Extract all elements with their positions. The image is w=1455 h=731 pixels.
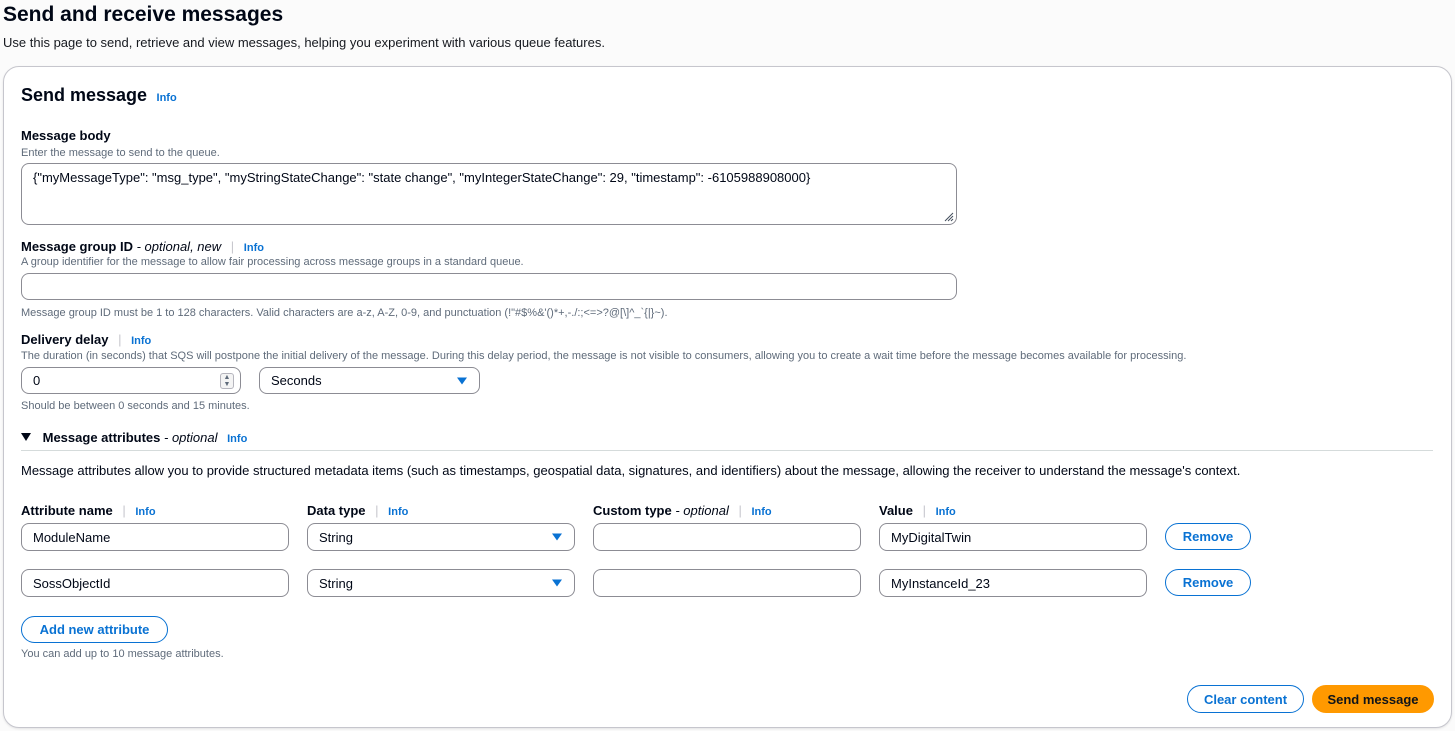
- resize-handle-icon[interactable]: [942, 210, 954, 222]
- column-header-suffix: - optional: [675, 503, 729, 518]
- message-body-label: Message body: [21, 128, 111, 143]
- remove-attribute-button[interactable]: Remove: [1165, 523, 1251, 550]
- separator: |: [375, 503, 379, 518]
- caret-down-icon: [457, 377, 467, 384]
- attribute-value: MyInstanceId_23: [891, 575, 991, 591]
- separator: |: [738, 503, 742, 518]
- delivery-delay-label: Delivery delay: [21, 332, 109, 347]
- attributes-label: Message attributes: [42, 430, 161, 445]
- send-message-container: [3, 66, 1452, 728]
- attributes-description: Message attributes allow you to provide structured metadata items (such as timestamps, geospatial data, signatures, and identifiers) about the message, allowing the receiver to understand the message's context.: [21, 463, 1241, 478]
- group-id-label: Message group ID: [21, 239, 133, 254]
- caret-down-icon: [552, 534, 562, 541]
- separator: |: [922, 503, 926, 518]
- attribute-name-value: ModuleName: [33, 529, 111, 545]
- clear-content-button[interactable]: Clear content: [1187, 685, 1304, 713]
- delivery-delay-input[interactable]: [21, 367, 241, 394]
- custom-type-info-link[interactable]: Info: [751, 506, 772, 518]
- attribute-value-input[interactable]: [879, 569, 1147, 597]
- delivery-delay-info-link[interactable]: Info: [131, 335, 152, 347]
- caret-down-icon: [552, 580, 562, 587]
- group-id-description: A group identifier for the message to allow fair processing across message groups in a standard queue.: [21, 256, 524, 268]
- send-message-heading: Send message: [21, 85, 148, 105]
- group-id-constraint: Message group ID must be 1 to 128 characters. Valid characters are a-z, A-Z, 0-9, and punctuation (!"#$%&'()*+,-./:;<=>?@[\]^_`{|}~).: [21, 307, 668, 319]
- attributes-label-suffix: - optional: [164, 430, 218, 445]
- group-id-label-row: [21, 239, 264, 254]
- group-id-input[interactable]: [21, 273, 957, 300]
- attribute-name-input[interactable]: [21, 569, 289, 597]
- send-message-info-link[interactable]: Info: [156, 92, 177, 104]
- attribute-value-input[interactable]: [879, 523, 1147, 551]
- delivery-delay-description: The duration (in seconds) that SQS will postpone the initial delivery of the message. During this delay period, the message is not visible to consumers, allowing you to create a wait time before the message becomes available for processing.: [21, 350, 1187, 362]
- delivery-delay-label-row: [21, 332, 151, 347]
- custom-type-input[interactable]: [593, 569, 861, 597]
- message-body-description: Enter the message to send to the queue.: [21, 147, 220, 159]
- separator: |: [230, 239, 235, 254]
- attribute-name-input[interactable]: [21, 523, 289, 551]
- number-stepper-icon[interactable]: ▲ ▼: [220, 373, 234, 389]
- attributes-expander[interactable]: [21, 430, 247, 445]
- column-header-attribute-name: [21, 503, 156, 518]
- message-body-value: {"myMessageType": "msg_type", "myStringStateChange": "state change", "myIntegerStateChange": 29, "timestamp": -6105988908000}: [33, 170, 811, 185]
- delivery-delay-constraint: Should be between 0 seconds and 15 minutes.: [21, 400, 250, 412]
- attribute-name-value: SossObjectId: [33, 575, 111, 591]
- data-type-select[interactable]: [307, 523, 575, 551]
- column-header-label: Data type: [307, 503, 366, 518]
- column-header-label: Value: [879, 503, 913, 518]
- data-type-value: String: [319, 529, 353, 545]
- send-message-button[interactable]: Send message: [1312, 685, 1434, 713]
- message-body-textarea[interactable]: [21, 163, 957, 225]
- attribute-value: MyDigitalTwin: [891, 529, 972, 545]
- data-type-select[interactable]: [307, 569, 575, 597]
- send-message-header: [21, 85, 177, 106]
- group-id-info-link[interactable]: Info: [243, 242, 264, 254]
- column-header-label: Custom type: [593, 503, 672, 518]
- page-description: Use this page to send, retrieve and view messages, helping you experiment with various queue features.: [3, 35, 605, 50]
- data-type-value: String: [319, 575, 353, 591]
- attributes-info-link[interactable]: Info: [227, 433, 248, 445]
- column-header-data-type: [307, 503, 408, 518]
- value-info-link[interactable]: Info: [935, 506, 956, 518]
- remove-attribute-button[interactable]: Remove: [1165, 569, 1251, 596]
- separator: |: [118, 332, 122, 347]
- column-header-label: Attribute name: [21, 503, 113, 518]
- caret-down-icon: [21, 433, 31, 441]
- delivery-delay-value: 0: [33, 373, 41, 388]
- attribute-name-info-link[interactable]: Info: [135, 506, 156, 518]
- column-header-value: [879, 503, 956, 518]
- separator: |: [122, 503, 126, 518]
- column-header-custom-type: [593, 503, 772, 518]
- delivery-delay-unit-value: Seconds: [271, 373, 322, 388]
- attributes-limit-note: You can add up to 10 message attributes.: [21, 648, 224, 660]
- data-type-info-link[interactable]: Info: [388, 506, 409, 518]
- custom-type-input[interactable]: [593, 523, 861, 551]
- page-title: Send and receive messages: [3, 3, 284, 26]
- group-id-label-suffix: - optional, new: [136, 239, 222, 254]
- add-attribute-button[interactable]: Add new attribute: [21, 616, 168, 643]
- delivery-delay-unit-select[interactable]: [259, 367, 480, 394]
- divider: [21, 450, 1433, 451]
